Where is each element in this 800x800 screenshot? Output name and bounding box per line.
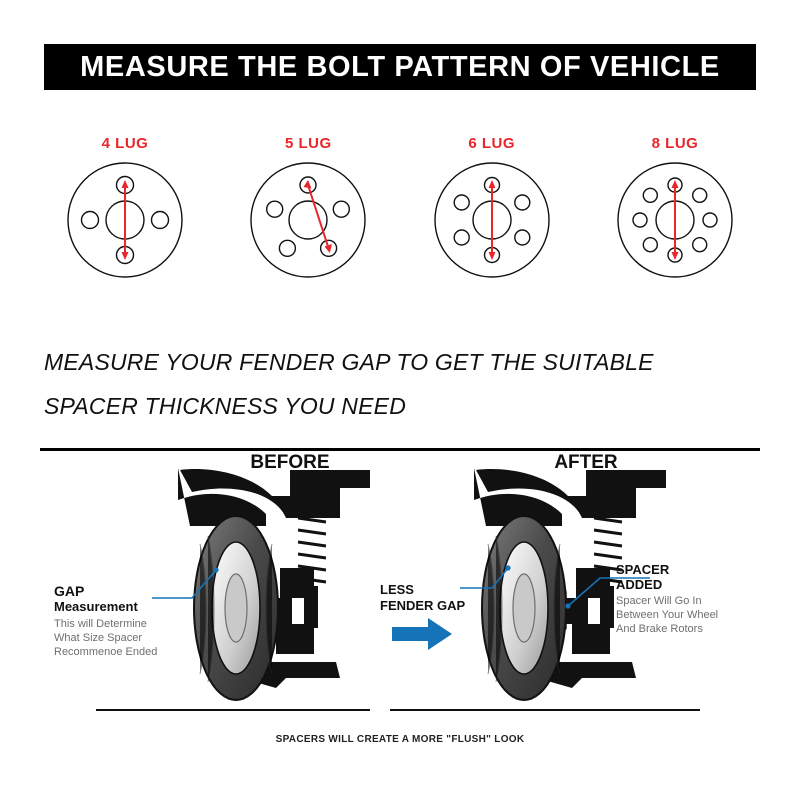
lug-label: 4 LUG (101, 135, 149, 152)
lug-pattern-4-icon (55, 156, 195, 284)
after-callout-right-title-2: ADDED (616, 577, 663, 592)
instructions-block (44, 340, 744, 428)
lug-label: 6 LUG (468, 135, 515, 152)
lug-diagram-4 (40, 135, 210, 300)
lug-label: 8 LUG (651, 135, 699, 152)
lug-diagram-6 (407, 135, 577, 300)
after-callout-right-title-1: SPACER (616, 562, 670, 577)
before-callout-title-2: Measurement (54, 599, 138, 614)
after-callout-right-body-1: Spacer Will Go In (616, 595, 702, 607)
header-banner (44, 44, 756, 90)
bottom-caption: SPACERS WILL CREATE A MORE "FLUSH" LOOK (275, 734, 525, 745)
after-callout-right-body-3: And Brake Rotors (616, 623, 703, 635)
after-label: AFTER (554, 452, 618, 473)
lug-pattern-row (40, 135, 760, 300)
instruction-line-1: MEASURE YOUR FENDER GAP TO GET THE SUITABLE (44, 349, 654, 375)
after-callout-left-title-1: LESS (380, 582, 414, 597)
after-callout-right (616, 562, 766, 636)
before-callout-body-2: What Size Spacer (54, 632, 143, 644)
after-callout-left (380, 582, 480, 614)
instruction-line-2: SPACER THICKNESS YOU NEED (44, 393, 407, 419)
lug-diagram-5 (223, 135, 393, 300)
lug-pattern-8-icon (605, 156, 745, 284)
before-after-panel (40, 448, 760, 756)
lug-label: 5 LUG (284, 135, 332, 152)
after-callout-right-body-2: Between Your Wheel (616, 609, 719, 621)
before-label: BEFORE (250, 452, 330, 473)
page-title: MEASURE THE BOLT PATTERN OF VEHICLE (80, 50, 720, 83)
before-callout-title-1: GAP (54, 583, 85, 599)
before-callout (54, 583, 174, 659)
before-illustration (96, 452, 370, 710)
lug-diagram-8 (590, 135, 760, 300)
lug-pattern-5-icon (238, 156, 378, 284)
direction-arrow-icon (392, 618, 452, 650)
before-callout-body-3: Recommenoe Ended (54, 646, 158, 658)
before-callout-body-1: This will Determine (54, 618, 147, 630)
lug-pattern-6-icon (422, 156, 562, 284)
after-callout-left-title-2: FENDER GAP (380, 598, 466, 613)
